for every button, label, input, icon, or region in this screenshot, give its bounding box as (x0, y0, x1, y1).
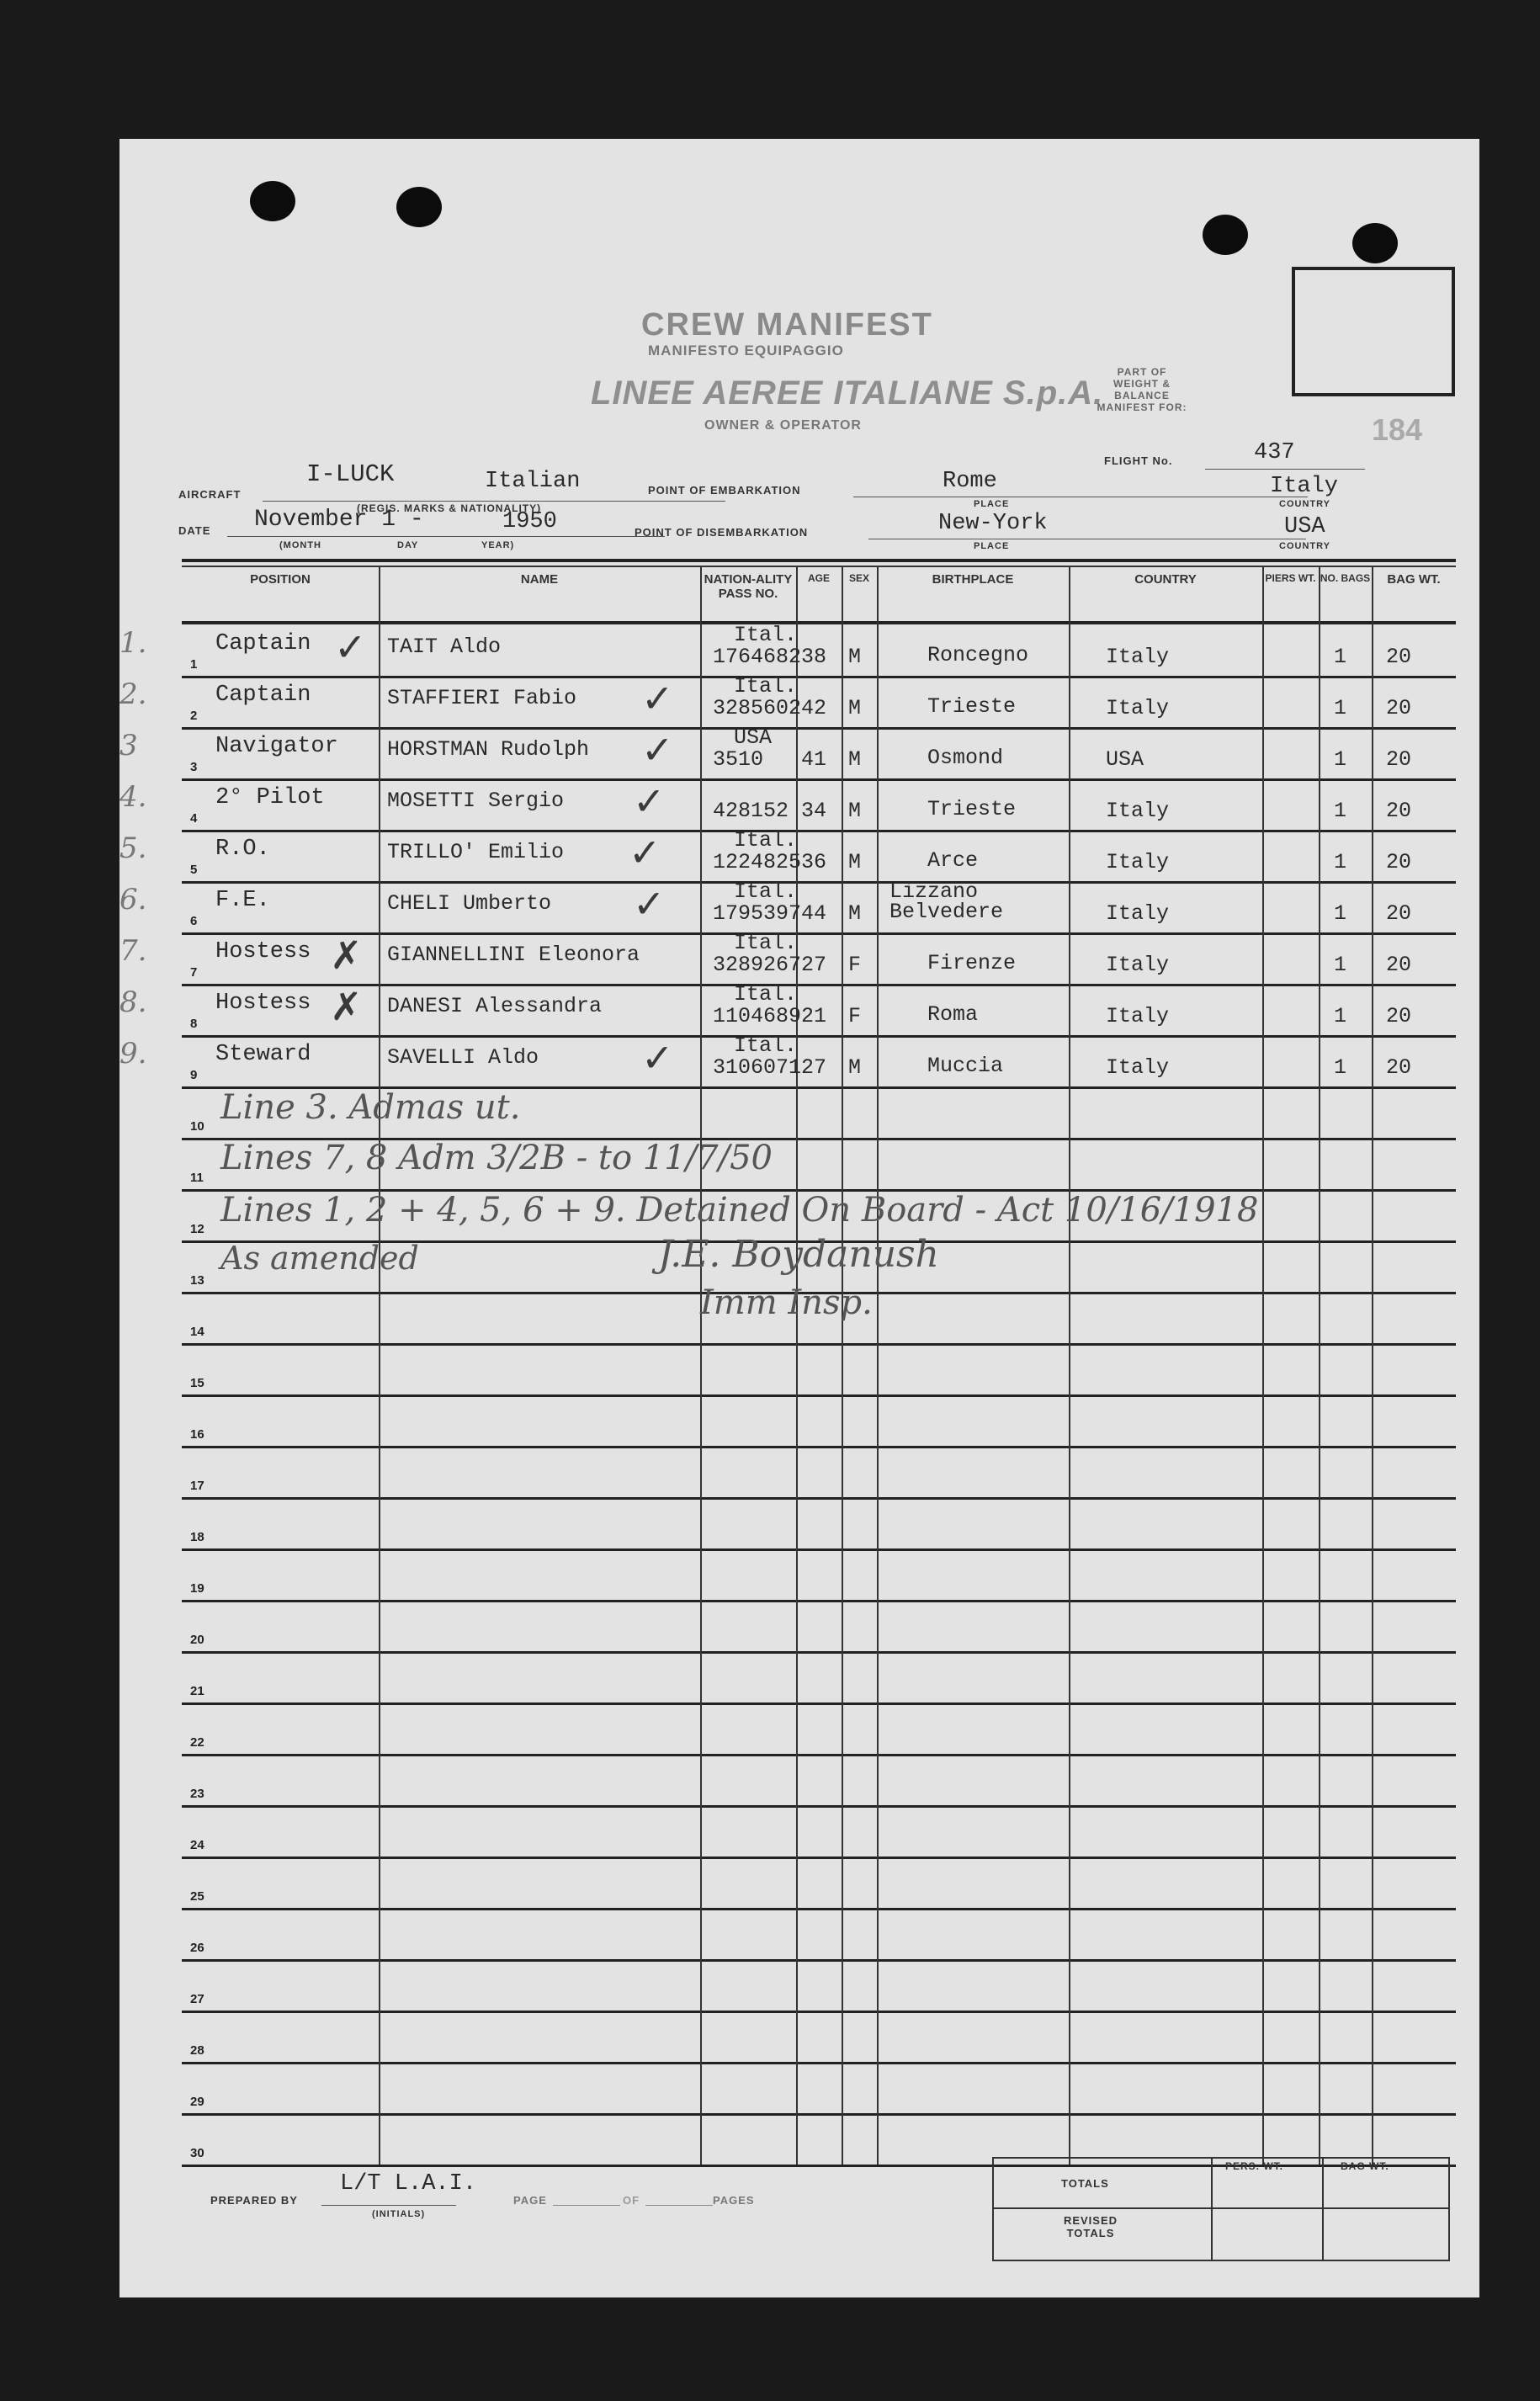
bag-wt-label: BAG WT. (1341, 2160, 1389, 2172)
table-rule (182, 566, 1456, 567)
place-label: PLACE (974, 499, 1010, 509)
row-number: 2 (190, 709, 198, 723)
row-number: 17 (190, 1479, 204, 1493)
margin-number: 1. (119, 626, 147, 660)
check-mark-icon: ✓ (641, 1035, 674, 1081)
crew-bags: 1 (1334, 1055, 1347, 1080)
row-line (182, 1446, 1456, 1448)
row-line (182, 1702, 1456, 1705)
row-number: 9 (190, 1068, 198, 1082)
punch-hole (1203, 215, 1248, 255)
crew-country: Italy (1106, 953, 1170, 977)
check-mark-icon: ✓ (641, 676, 674, 721)
crew-age: 27 (801, 953, 827, 977)
embark-country: Italy (1270, 474, 1339, 499)
row-line (182, 727, 1456, 730)
crew-sex: M (848, 1055, 862, 1080)
crew-country: Italy (1106, 1004, 1170, 1028)
row-line (182, 1343, 1456, 1346)
day-label: DAY (397, 540, 419, 550)
crew-bags: 1 (1334, 645, 1347, 669)
crew-name: SAVELLI Aldo (387, 1045, 539, 1070)
page-label: PAGE (513, 2194, 547, 2207)
punch-hole (1352, 223, 1398, 263)
form-title: CREW MANIFEST (641, 307, 933, 343)
row-number: 25 (190, 1889, 204, 1904)
crew-birthplace: Trieste (927, 694, 1017, 719)
crew-age: 44 (801, 901, 827, 926)
column-line (1069, 566, 1070, 2165)
crew-bags: 1 (1334, 953, 1347, 977)
crew-bag-weight: 20 (1386, 645, 1412, 669)
crew-nationality: Ital. (734, 828, 798, 853)
year-value: 1950 (502, 509, 557, 534)
row-line (182, 830, 1456, 832)
crew-bag-weight: 20 (1386, 953, 1412, 977)
column-line (877, 566, 879, 2165)
row-line (182, 881, 1456, 884)
column-line (1319, 566, 1320, 2165)
crew-bag-weight: 20 (1386, 747, 1412, 772)
row-number: 5 (190, 863, 198, 877)
crew-position: Hostess (215, 991, 311, 1016)
row-number: 6 (190, 914, 198, 928)
aircraft-label: AIRCRAFT (178, 488, 242, 501)
crew-bag-weight: 20 (1386, 1004, 1412, 1028)
header-age: AGE (807, 572, 830, 584)
crew-nationality: USA (734, 725, 773, 750)
crew-bag-weight: 20 (1386, 1055, 1412, 1080)
crew-name: CHELI Umberto (387, 891, 552, 916)
crew-nationality: Ital. (734, 879, 798, 904)
header-piers-wt: PIERS WT. (1265, 572, 1316, 584)
margin-number: 9. (119, 1037, 147, 1070)
crew-nationality: Ital. (734, 1033, 798, 1058)
manifest-paper (119, 139, 1479, 2297)
embark-place: Rome (943, 469, 997, 494)
page-stamp: 184 (1372, 412, 1423, 447)
revised-totals-label: REVISED TOTALS (1063, 2214, 1118, 2239)
row-line (182, 2062, 1456, 2064)
crew-bag-weight: 20 (1386, 901, 1412, 926)
row-line (182, 2113, 1456, 2116)
totals-box (992, 2157, 1450, 2261)
crew-country: USA (1106, 747, 1144, 772)
crew-bag-weight: 20 (1386, 850, 1412, 874)
crew-country: Italy (1106, 1055, 1170, 1080)
place-label: PLACE (974, 541, 1010, 551)
crew-birthplace: Lizzano (889, 879, 979, 904)
crew-sex: M (848, 696, 862, 720)
crew-birthplace: Roma (927, 1002, 979, 1027)
disembark-place: New-York (938, 511, 1048, 536)
crew-birthplace: Trieste (927, 797, 1017, 821)
crew-bags: 1 (1334, 1004, 1347, 1028)
prepared-label: PREPARED BY (210, 2194, 298, 2207)
crew-birthplace: Arce (927, 848, 979, 873)
check-mark-icon: ✓ (334, 624, 367, 670)
row-line (182, 1857, 1456, 1859)
flight-number: 437 (1254, 440, 1295, 465)
crew-age: 42 (801, 696, 827, 720)
row-number: 27 (190, 1992, 204, 2006)
handwritten-line-12: Lines 1, 2 + 4, 5, 6 + 9. Detained On Board - Act 10/16/1918 (220, 1191, 1259, 1230)
row-number: 20 (190, 1633, 204, 1647)
crew-pass-number: 3510 (713, 747, 764, 772)
row-number: 3 (190, 760, 198, 774)
crew-name: TRILLO' Emilio (387, 840, 565, 864)
row-number: 30 (190, 2146, 204, 2160)
row-number: 11 (190, 1171, 204, 1185)
country-label: COUNTRY (1279, 499, 1330, 509)
column-line (842, 566, 843, 2165)
handwritten-line-10: Line 3. Admas ut. (220, 1088, 521, 1127)
row-number: 15 (190, 1376, 204, 1390)
row-line (182, 1035, 1456, 1038)
table-rule (182, 621, 1456, 624)
prepared-value: L/T L.A.I. (340, 2171, 477, 2196)
crew-nationality: Ital. (734, 982, 798, 1007)
embark-label: POINT OF EMBARKATION (648, 484, 801, 497)
crew-pass-number: 3285602 (713, 696, 802, 720)
row-line (182, 676, 1456, 678)
row-line (182, 932, 1456, 935)
crew-pass-number: 428152 (713, 799, 789, 823)
inspector-title: Imm Insp. (700, 1283, 873, 1322)
header-country: COUNTRY (1134, 572, 1197, 587)
row-line (182, 984, 1456, 986)
pages-label: PAGES (713, 2194, 755, 2207)
row-number: 21 (190, 1684, 204, 1698)
crew-position: Navigator (215, 734, 338, 759)
crew-pass-number: 1224825 (713, 850, 802, 874)
crew-name: DANESI Alessandra (387, 994, 603, 1018)
crew-bags: 1 (1334, 850, 1347, 874)
part-of-label: PART OF WEIGHT & BALANCE MANIFEST FOR: (1097, 366, 1187, 413)
owner-label: OWNER & OPERATOR (704, 418, 862, 433)
aircraft-registration: I-LUCK (306, 460, 395, 488)
row-line (182, 1805, 1456, 1808)
row-line (182, 1959, 1456, 1962)
crew-age: 27 (801, 1055, 827, 1080)
row-line (182, 1908, 1456, 1910)
crew-nationality: Ital. (734, 931, 798, 955)
row-number: 10 (190, 1119, 204, 1134)
crew-name: STAFFIERI Fabio (387, 686, 577, 710)
crew-pass-number: 1104689 (713, 1004, 802, 1028)
aircraft-nationality: Italian (485, 469, 581, 494)
margin-number: 3 (119, 729, 138, 762)
header-nationality: NATION-ALITY PASS NO. (704, 572, 793, 601)
row-number: 29 (190, 2095, 204, 2109)
month-label: (MONTH (279, 540, 321, 550)
crew-country: Italy (1106, 645, 1170, 669)
crew-nationality: Ital. (734, 623, 798, 647)
header-no-bags: NO. BAGS (1320, 572, 1371, 584)
column-line (796, 566, 798, 2165)
row-line (182, 2011, 1456, 2013)
year-label: YEAR) (481, 540, 515, 550)
margin-number: 4. (119, 780, 147, 814)
row-line (182, 1754, 1456, 1756)
cross-mark-icon: ✗ (330, 932, 363, 978)
crew-nationality: Ital. (734, 674, 798, 699)
crew-sex: F (848, 1004, 862, 1028)
check-mark-icon: ✓ (629, 830, 661, 875)
row-number: 8 (190, 1017, 198, 1031)
margin-number: 2. (119, 677, 147, 711)
initials-label: (INITIALS) (372, 2209, 426, 2219)
crew-position: 2° Pilot (215, 785, 325, 810)
date-label: DATE (178, 524, 211, 537)
row-number: 16 (190, 1427, 204, 1442)
header-bag-wt: BAG WT. (1387, 572, 1441, 587)
crew-name: TAIT Aldo (387, 635, 502, 659)
crew-country: Italy (1106, 799, 1170, 823)
cross-mark-icon: ✗ (330, 984, 363, 1029)
crew-age: 36 (801, 850, 827, 874)
handwritten-line-11: Lines 7, 8 Adm 3/2B - to 11/7/50 (220, 1139, 773, 1177)
check-mark-icon: ✓ (641, 727, 674, 773)
crew-bags: 1 (1334, 901, 1347, 926)
row-line (182, 1497, 1456, 1500)
flight-label: FLIGHT No. (1104, 454, 1173, 467)
header-position: POSITION (250, 572, 311, 587)
header-name: NAME (520, 572, 559, 587)
form-subtitle: MANIFESTO EQUIPAGGIO (648, 343, 844, 359)
crew-age: 34 (801, 799, 827, 823)
table-rule (182, 559, 1456, 562)
crew-sex: M (848, 901, 862, 926)
date-value: November 1 - (254, 507, 424, 533)
row-number: 4 (190, 811, 198, 826)
row-line (182, 1651, 1456, 1654)
crew-sex: M (848, 799, 862, 823)
row-line (182, 778, 1456, 781)
row-number: 14 (190, 1325, 204, 1339)
crew-pass-number: 3106071 (713, 1055, 802, 1080)
crew-position: Hostess (215, 939, 311, 964)
row-number: 28 (190, 2043, 204, 2058)
crew-pass-number: 1795397 (713, 901, 802, 926)
row-number: 22 (190, 1735, 204, 1750)
crew-birthplace: Muccia (927, 1054, 1004, 1078)
regis-label: (REGIS. MARKS & NATIONALITY) (357, 502, 542, 514)
row-number: 26 (190, 1941, 204, 1955)
crew-sex: M (848, 747, 862, 772)
pers-wt-label: PERS. WT. (1225, 2160, 1284, 2172)
totals-label: TOTALS (1061, 2177, 1109, 2190)
crew-position: F.E. (215, 888, 270, 913)
margin-number: 8. (119, 985, 147, 1019)
country-label: COUNTRY (1279, 541, 1330, 551)
column-line (700, 566, 702, 2165)
handwritten-line-13: As amended (220, 1240, 419, 1277)
airline-name: LINEE AEREE ITALIANE S.p.A. (591, 374, 1104, 412)
row-number: 23 (190, 1787, 204, 1801)
crew-birthplace: Firenze (927, 951, 1017, 975)
row-number: 24 (190, 1838, 204, 1852)
crew-position: Captain (215, 631, 311, 656)
crew-bags: 1 (1334, 747, 1347, 772)
punch-hole (250, 181, 295, 221)
crew-pass-number: 3289267 (713, 953, 802, 977)
crew-name: HORSTMAN Rudolph (387, 737, 590, 762)
crew-bag-weight: 20 (1386, 696, 1412, 720)
crew-name: GIANNELLINI Eleonora (387, 943, 640, 967)
crew-birthplace-line2: Belvedere (889, 900, 1004, 924)
row-number: 1 (190, 657, 198, 672)
row-number: 18 (190, 1530, 204, 1544)
disembark-label: POINT OF DISEMBARKATION (635, 526, 809, 539)
crew-country: Italy (1106, 850, 1170, 874)
crew-birthplace: Roncegno (927, 643, 1029, 667)
crew-bags: 1 (1334, 696, 1347, 720)
row-number: 7 (190, 965, 198, 980)
row-number: 13 (190, 1273, 204, 1288)
inspector-signature: J.E. Boydanush (658, 1233, 939, 1276)
check-mark-icon: ✓ (633, 881, 666, 927)
crew-position: R.O. (215, 837, 270, 862)
crew-sex: M (848, 850, 862, 874)
crew-age: 21 (801, 1004, 827, 1028)
row-number: 19 (190, 1581, 204, 1596)
crew-age: 41 (801, 747, 827, 772)
crew-sex: M (848, 645, 862, 669)
crew-bag-weight: 20 (1386, 799, 1412, 823)
crew-pass-number: 1764682 (713, 645, 802, 669)
header-sex: SEX (848, 572, 869, 584)
margin-number: 5. (119, 831, 147, 865)
weight-manifest-box (1292, 267, 1455, 396)
crew-sex: F (848, 953, 862, 977)
margin-number: 6. (119, 883, 147, 916)
row-line (182, 1548, 1456, 1551)
row-line (182, 1600, 1456, 1602)
column-line (1372, 566, 1373, 2165)
row-line (182, 1394, 1456, 1397)
check-mark-icon: ✓ (633, 778, 666, 824)
crew-country: Italy (1106, 901, 1170, 926)
crew-bags: 1 (1334, 799, 1347, 823)
crew-country: Italy (1106, 696, 1170, 720)
crew-birthplace: Osmond (927, 746, 1004, 770)
crew-name: MOSETTI Sergio (387, 789, 565, 813)
crew-position: Steward (215, 1042, 311, 1067)
disembark-country: USA (1284, 514, 1325, 539)
margin-number: 7. (119, 934, 147, 968)
column-line (1262, 566, 1264, 2165)
row-number: 12 (190, 1222, 204, 1236)
header-birthplace: BIRTHPLACE (932, 572, 1014, 587)
of-label: OF (623, 2194, 640, 2207)
crew-age: 38 (801, 645, 827, 669)
column-line (379, 566, 380, 2165)
punch-hole (396, 187, 442, 227)
crew-position: Captain (215, 683, 311, 708)
